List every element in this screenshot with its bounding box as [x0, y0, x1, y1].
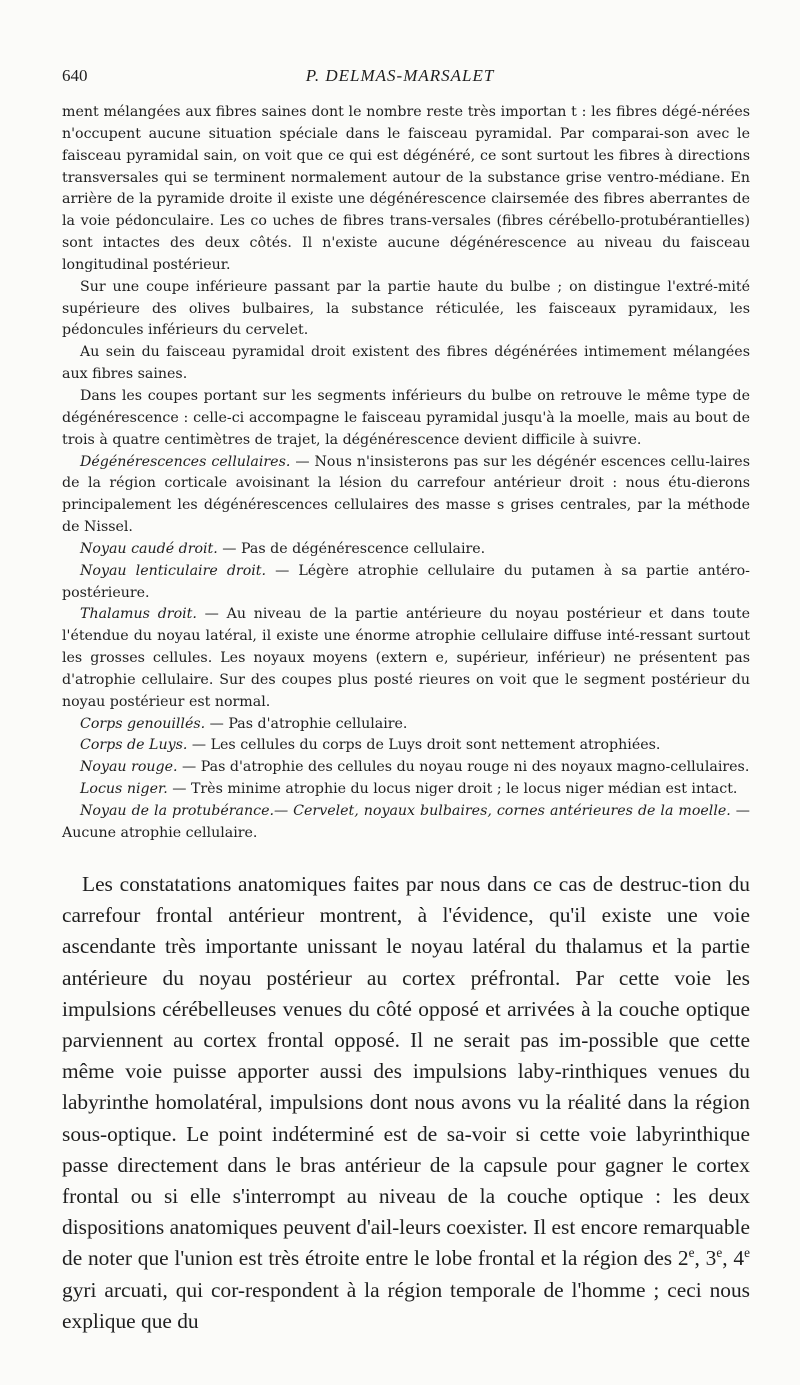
- superscript-4e: e: [744, 1245, 751, 1261]
- paragraph-anatomical-findings: [62, 869, 750, 1337]
- text-thalamus: — Au niveau de la partie antérieure du noyau postérieur et dans toute l'étendue du noyau latéral, il existe une énorme atrophie cellulaire diffuse inté-ressant surtout les grosses cellules. Les noyaux moyens (extern e, supérieur, inférieur) ne présentent pas d'atrophie cellulaire. Sur des coupes plus posté rieures on voit que le segment postérieur du noyau postérieur est normal.: [62, 606, 750, 710]
- paragraph-luys: [62, 735, 750, 757]
- label-geniculate: Corps genouillés.: [80, 715, 206, 732]
- label-cellular-degeneration: Dégénérescences cellulaires.: [80, 453, 291, 470]
- paragraph-locus-niger: [62, 779, 750, 801]
- paragraph-thalamus: [62, 604, 750, 713]
- label-red-nucleus: Noyau rouge.: [80, 759, 178, 776]
- findings-text-start: Les constatations anatomiques faites par nous dans ce cas de destruc-tion du carrefour frontal antérieur montrent, à l'évidence, qu'il existe une voie ascendante très importante unissant le noyau latéral du thalamus et la partie antérieure du noyau postérieur au cortex préfrontal. Par cette voie les impulsions cérébelleuses venues du côté opposé et arrivées à la couche optique parviennent au cortex frontal opposé. Il ne serait pas im-possible que cette même voie puisse apporter aussi des impulsions laby-rinthiques venues du labyrinthe homolatéral, impulsions dont nous avons vu la réalité dans la région sous-optique. Le point indéterminé est de sa-voir si cette voie labyrinthique passe directement dans le bras antérieur de la capsule pour gagner le cortex frontal ou si elle s'interrompt au niveau de la couche optique : les deux dispositions anatomiques peuvent d'ail-leurs coexister. Il est encore remarquable de noter que l'union est très étroite entre le lobe frontal et la région des 2: [62, 872, 750, 1271]
- paragraph-geniculate: [62, 714, 750, 736]
- label-protuberance: Noyau de la protubérance.— Cervelet, noyaux bulbaires, cornes antérieures de la moelle.: [80, 803, 731, 819]
- running-head: [62, 66, 738, 88]
- label-lenticular: Noyau lenticulaire droit.: [80, 562, 266, 579]
- text-caudate: — Pas de dégénérescence cellulaire.: [217, 540, 486, 557]
- findings-text-sep2: , 4: [722, 1246, 745, 1271]
- discussion-body: [62, 869, 750, 1337]
- text-cellular-degeneration: — Nous n'insisterons pas sur les dégénér escences cellu-laires de la région corticale avoisinant la lésion du carrefour antérieur droit : nous étu-dierons principalement les dégénérescences cellulaires des masse s grises centrales, par la méthode de Nissel.: [62, 453, 750, 536]
- text-geniculate: — Pas d'atrophie cellulaire.: [205, 715, 408, 732]
- text-protuberance: — Aucune atrophie cellulaire.: [62, 803, 750, 841]
- label-thalamus: Thalamus droit.: [80, 606, 197, 623]
- text-locus-niger: — Très minime atrophie du locus niger droit ; le locus niger médian est intact.: [167, 781, 738, 798]
- paragraph-caudate: [62, 539, 750, 561]
- superscript-2e: e: [688, 1245, 695, 1261]
- label-locus-niger: Locus niger.: [80, 781, 168, 798]
- label-caudate: Noyau caudé droit.: [80, 540, 218, 557]
- paragraph-protuberance: [62, 801, 750, 845]
- paragraph-right-pyramidal: Au sein du faisceau pyramidal droit existent des fibres dégénérées intimement mélangées aux fibres saines.: [62, 344, 750, 383]
- paragraph-lower-section: Sur une coupe inférieure passant par la partie haute du bulbe ; on distingue l'extré-mité supérieure des olives bulbaires, la substance réticulée, les faisceaux pyramidaux, les pédoncules inférieurs du cervelet.: [62, 278, 750, 339]
- paragraph-lower-bulb: Dans les coupes portant sur les segments inférieurs du bulbe on retrouve le même type de dégénérescence : celle-ci accompagne le faisceau pyramidal jusqu'à la moelle, mais au bout de trois à quatre centimètres de trajet, la dégénérescence devient difficile à suivre.: [62, 387, 750, 448]
- paragraph-cellular-degeneration: [62, 452, 750, 539]
- text-red-nucleus: — Pas d'atrophie des cellules du noyau rouge ni des noyaux magno-cellulaires.: [177, 759, 750, 776]
- paragraph-lenticular: [62, 561, 750, 605]
- author-name: P. DELMAS-MARSALET: [305, 66, 495, 85]
- label-luys: Corps de Luys.: [80, 737, 188, 754]
- findings-text-end: gyri arcuati, qui cor-respondent à la région temporale de l'homme ; ceci nous explique que du: [62, 1277, 750, 1333]
- page-number: 640: [62, 66, 88, 85]
- paragraph-red-nucleus: [62, 757, 750, 779]
- case-report-small-print: [62, 102, 750, 845]
- superscript-3e: e: [716, 1245, 723, 1261]
- text-luys: — Les cellules du corps de Luys droit sont nettement atrophiées.: [187, 737, 661, 754]
- text-lenticular: — Légère atrophie cellulaire du putamen à sa partie antéro-postérieure.: [62, 562, 750, 601]
- findings-text-sep1: , 3: [694, 1246, 717, 1271]
- paragraph-pyramidal-bundle: ment mélangées aux fibres saines dont le nombre reste très importan t : les fibres dégé-nérées n'occupent aucune situation spéciale dans le faisceau pyramidal. Par comparai-son avec le faisceau pyramidal sain, on voit que ce qui est dégénéré, ce sont surtout les fibres à directions transversales qui se terminent normalement autour de la substance grise ventro-médiane. En arrière de la pyramide droite il existe une dégénérescence clairsemée des fibres aberrantes de la voie pédonculaire. Les co uches de fibres trans-versales (fibres cérébello-protubérantielles) sont intactes des deux côtés. Il n'existe aucune dégénérescence au niveau du faisceau longitudinal postérieur.: [62, 104, 750, 273]
